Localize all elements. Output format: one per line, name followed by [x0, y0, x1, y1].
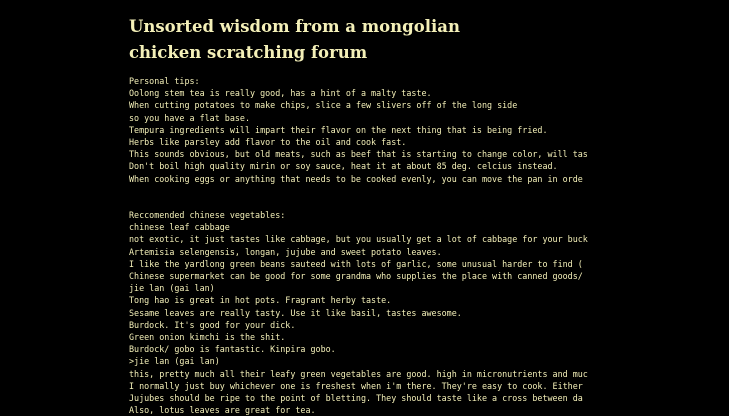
article-body — [129, 75, 729, 416]
vegetables-section — [129, 209, 729, 416]
vegetable-line: I normally just buy whichever one is freshest when i'm there. They're easy to cook. Either — [129, 380, 583, 391]
tip-line: Tempura ingredients will impart their flavor on the next thing that is being fried. — [129, 124, 548, 135]
page-title-line-1: Unsorted wisdom from a mongolian — [129, 17, 460, 36]
page-title — [129, 14, 529, 66]
vegetable-line: I like the yardlong green beans sauteed with lots of garlic, some unusual harder to find ( — [129, 258, 583, 269]
vegetable-line: Tong hao is great in hot pots. Fragrant herby taste. — [129, 295, 392, 306]
tip-line: Oolong stem tea is really good, has a hint of a malty taste. — [129, 88, 432, 99]
tip-line: When cooking eggs or anything that needs to be cooked evenly, you can move the pan in orde — [129, 173, 583, 184]
vegetable-line: >jie lan (gai lan) — [129, 356, 220, 367]
vegetable-line: Jujubes should be ripe to the point of bletting. They should taste like a cross between da — [129, 392, 583, 403]
vegetable-line: Burdock/ gobo is fantastic. Kinpira gobo. — [129, 344, 336, 355]
vegetable-line: this, pretty much all their leafy green vegetables are good. high in micronutrients and muc — [129, 368, 588, 379]
section-divider — [129, 185, 729, 209]
vegetable-line: Also, lotus leaves are great for tea. — [129, 405, 316, 416]
tip-line: Don't boil high quality mirin or soy sauce, heat it at about 85 deg. celcius instead. — [129, 161, 558, 172]
vegetable-line: Artemisia selengensis, longan, jujube and sweet potato leaves. — [129, 246, 442, 257]
vegetable-line: Burdock. It's good for your dick. — [129, 319, 296, 330]
tip-line: This sounds obvious, but old meats, such as beef that is starting to change color, will tas — [129, 149, 588, 160]
section-heading: Reccomended chinese vegetables: — [129, 210, 286, 221]
section-heading: Personal tips: — [129, 76, 200, 86]
vegetable-line: not exotic, it just tastes like cabbage, but you usually get a lot of cabbage for your buck — [129, 234, 588, 245]
tip-line: When cutting potatoes to make chips, slice a few slivers off of the long side — [129, 100, 518, 111]
vegetable-line: chinese leaf cabbage — [129, 222, 230, 233]
tip-line: Herbs like parsley add flavor to the oil and cook fast. — [129, 136, 407, 147]
vegetable-line: Chinese supermarket can be good for some grandma who supplies the place with canned goods/ — [129, 271, 583, 282]
vegetable-line: jie lan (gai lan) — [129, 283, 215, 294]
vegetable-line: Green onion kimchi is the shit. — [129, 331, 286, 342]
personal-tips-section — [129, 75, 729, 185]
vegetable-line: Sesame leaves are really tasty. Use it like basil, tastes awesome. — [129, 307, 462, 318]
tip-line: so you have a flat base. — [129, 112, 251, 123]
page-title-line-2: chicken scratching forum — [129, 43, 368, 62]
